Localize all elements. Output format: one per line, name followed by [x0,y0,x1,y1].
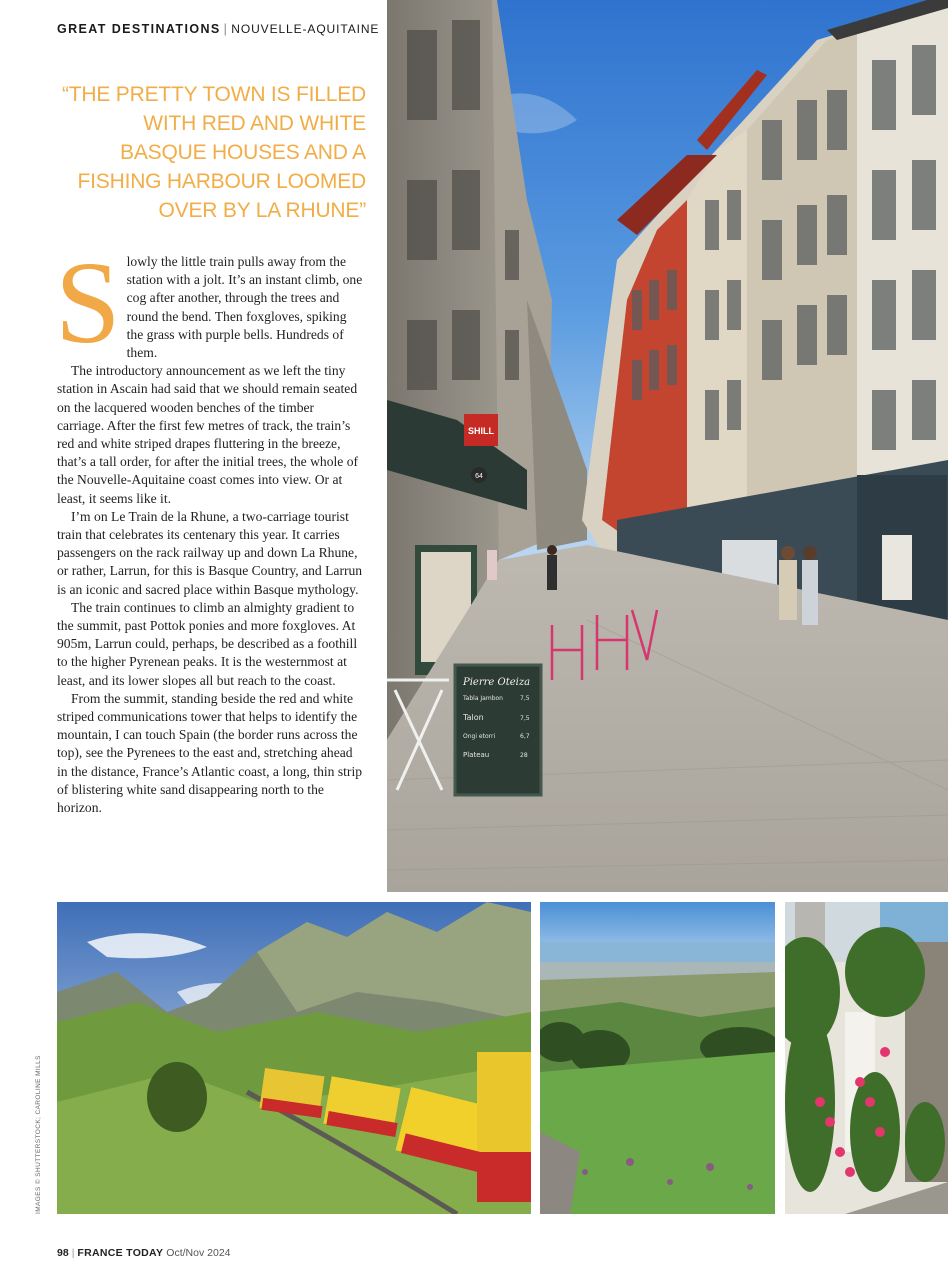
pull-quote-line: FISHING HARBOUR LOOMED [77,170,366,193]
street-photo [387,0,948,892]
issue-date: Oct/Nov 2024 [166,1247,231,1259]
street-number: 64 [475,473,483,480]
menu-title: Pierre Oteiza [463,677,531,688]
section-name: GREAT DESTINATIONS [57,22,221,36]
hollyhock-house-photo [785,902,948,1214]
article-body [55,237,363,817]
article-paragraph-3: I’m on Le Train de la Rhune, a two-carriage tourist train that celebrates its centenary this year. It carries passengers on the rack railway up and down La Rhune, or rather, Larrun, for this is Basque Country, and Larrun is an iconic and sacred place within Basque mythology. [57,508,363,597]
page-number: 98 [57,1247,69,1259]
pull-quote-line: WITH RED AND WHITE [143,112,366,135]
coast-view-photo [540,902,775,1214]
article-paragraph-5: From the summit, standing beside the red and white striped communications tower that helps to identify the mountain, I can touch Spain (the border runs across the top), see the Pyrenees to the east and, stretching ahead in the distance, France’s Atlantic coast, a long, thin strip of blistering white sand disappearing north to the horizon. [57,690,363,816]
header-separator: | [223,22,229,36]
pull-quote [56,80,366,225]
magazine-name: FRANCE TODAY [77,1247,164,1259]
section-header [57,22,379,36]
pull-quote-line: BASQUE HOUSES AND A [120,141,366,164]
page-footer [57,1247,231,1259]
pull-quote-line: OVER BY LA RHUNE” [158,199,366,222]
drop-cap: S [55,237,121,368]
menu-item: Ongi etorri [463,733,496,740]
menu-price: 6,7 [520,733,530,740]
menu-item: Talon [463,713,484,722]
menu-item: Plateau [463,751,490,759]
photo-credit: IMAGES © SHUTTERSTOCK; CAROLINE MILLS [35,1055,42,1214]
pull-quote-line: “THE PRETTY TOWN IS FILLED [61,83,366,106]
menu-price: 7,5 [520,715,530,722]
mountain-train-photo [57,902,531,1214]
shop-sign-text: SHILL [468,426,494,436]
article-paragraph-4: The train continues to climb an almighty gradient to the summit, past Pottok ponies and more foxgloves. At 905m, Larrun could, perhaps, be described as a foothill to the higher Pyrenean peaks. It is the westernmost at least, and its lower slopes all but reach to the coast. [57,599,358,688]
menu-price: 7,5 [520,695,530,702]
menu-price: 28 [520,752,528,759]
footer-separator: | [71,1247,75,1259]
article-paragraph-2: The introductory announcement as we left the tiny station in Ascain had said that we should remain seated on the lacquered wooden benches of the timber carriage. After the first few metres of track, the train’s red and white striped drapes fluttering in the breeze, that’s a tall order, for after the initial trees, the whole of the Nouvelle-Aquitaine coast comes into view. Or at least, it seems like it. [57,363,359,506]
region-name: NOUVELLE-AQUITAINE [231,22,380,36]
article-paragraph-1: lowly the little train pulls away from the station with a jolt. It’s an instant climb, one cog after another, through the trees and round the bend. Then foxgloves, spiking the grass with purple bells. Hundreds of them. [126,254,363,361]
menu-item: Tabla Jambon [463,695,503,702]
